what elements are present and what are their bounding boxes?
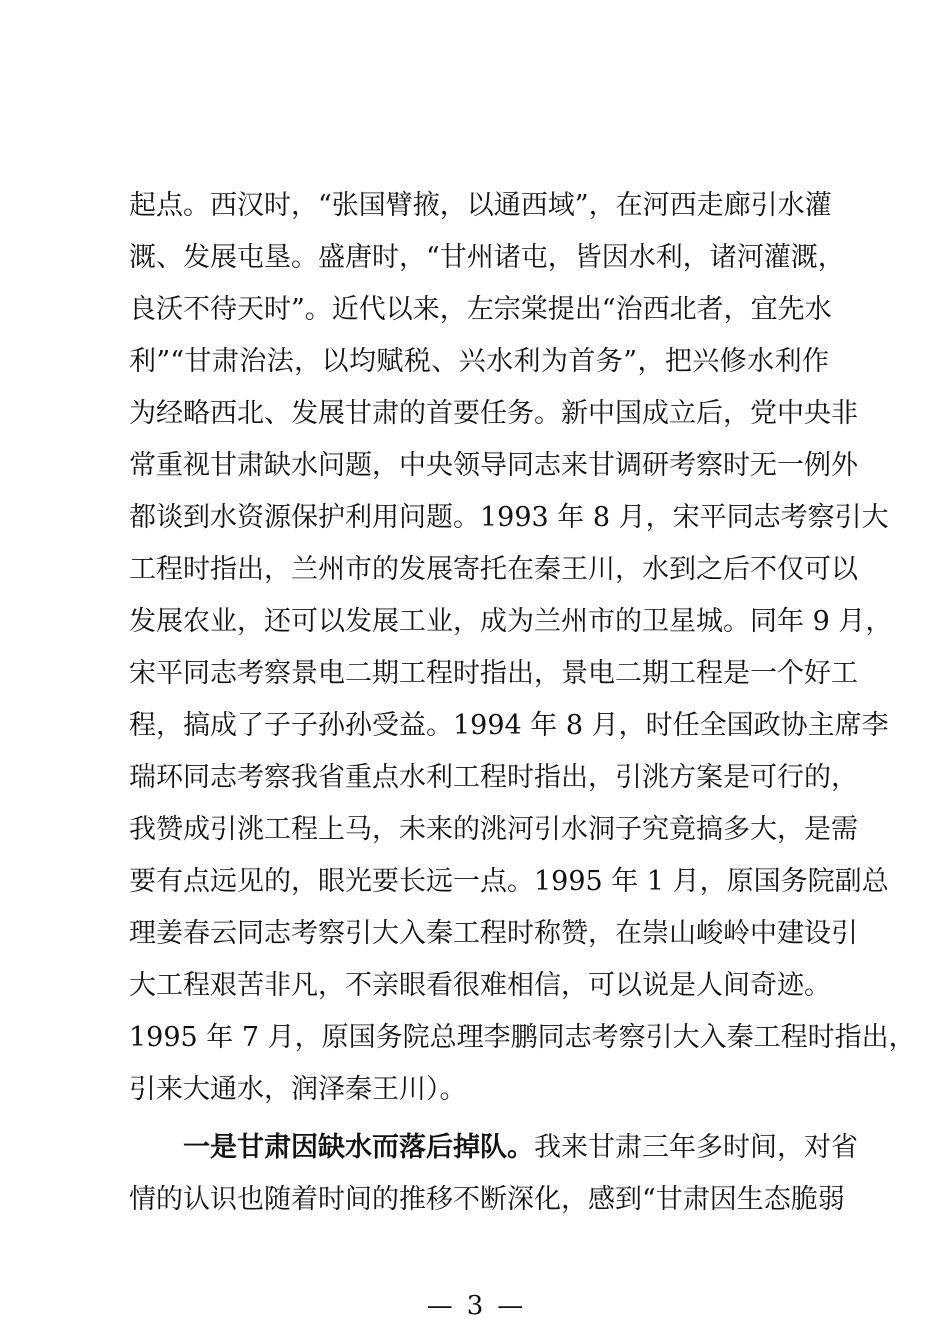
text-line: 理姜春云同志考察引大入秦工程时称赞，在崇山峻岭中建设引 [129, 918, 858, 949]
text-line: 起点。西汉时，“张国臂掖，以通西域”，在河西走廊引水灌 [129, 190, 832, 221]
page-number-dash-left: — [426, 1291, 453, 1321]
paragraph-lead: 一是甘肃因缺水而落后掉队。 [183, 1132, 534, 1163]
text-line: 发展农业，还可以发展工业，成为兰州市的卫星城。同年 9 月， [129, 606, 893, 637]
text-line: 利”“甘肃治法，以均赋税、兴水利为首务”，把兴修水利作 [129, 346, 829, 377]
body-text [129, 180, 916, 1226]
text-line: 大工程艰苦非凡，不亲眼看很难相信，可以说是人间奇迹。 [129, 970, 831, 1001]
text-line: 常重视甘肃缺水问题，中央领导同志来甘调研考察时无一例外 [129, 450, 858, 481]
page-number-dash-right: — [497, 1291, 524, 1321]
text-line: 1995 年 7 月，原国务院总理李鹏同志考察引大入秦工程时指出， [129, 1022, 916, 1053]
paragraph-lead-rest: 我来甘肃三年多时间，对省 [534, 1132, 858, 1163]
text-line: 情的认识也随着时间的推移不断深化，感到“甘肃因生态脆弱 [129, 1184, 845, 1215]
page-number [0, 1291, 950, 1321]
text-line: 为经略西北、发展甘肃的首要任务。新中国成立后，党中央非 [129, 398, 858, 429]
text-line: 我赞成引洮工程上马，未来的洮河引水洞子究竟搞多大，是需 [129, 814, 858, 845]
text-line: 程，搞成了子子孙孙受益。1994 年 8 月，时任全国政协主席李 [129, 710, 889, 741]
page-number-value: 3 [466, 1291, 484, 1321]
text-line: 瑞环同志考察我省重点水利工程时指出，引洮方案是可行的， [129, 762, 858, 793]
paragraph-lead-line [129, 1122, 858, 1174]
text-line: 工程时指出，兰州市的发展寄托在秦王川，水到之后不仅可以 [129, 554, 858, 585]
text-line: 引来大通水，润泽秦王川）。 [129, 1074, 467, 1105]
text-line: 溉、发展屯垦。盛唐时，“甘州诸屯，皆因水利，诸河灌溉， [129, 242, 845, 273]
text-line: 宋平同志考察景电二期工程时指出，景电二期工程是一个好工 [129, 658, 858, 689]
text-line: 良沃不待天时”。近代以来，左宗棠提出“治西北者，宜先水 [129, 294, 832, 325]
text-line: 要有点远见的，眼光要长远一点。1995 年 1 月，原国务院副总 [129, 866, 889, 897]
text-line: 都谈到水资源保护利用问题。1993 年 8 月，宋平同志考察引大 [129, 502, 889, 533]
